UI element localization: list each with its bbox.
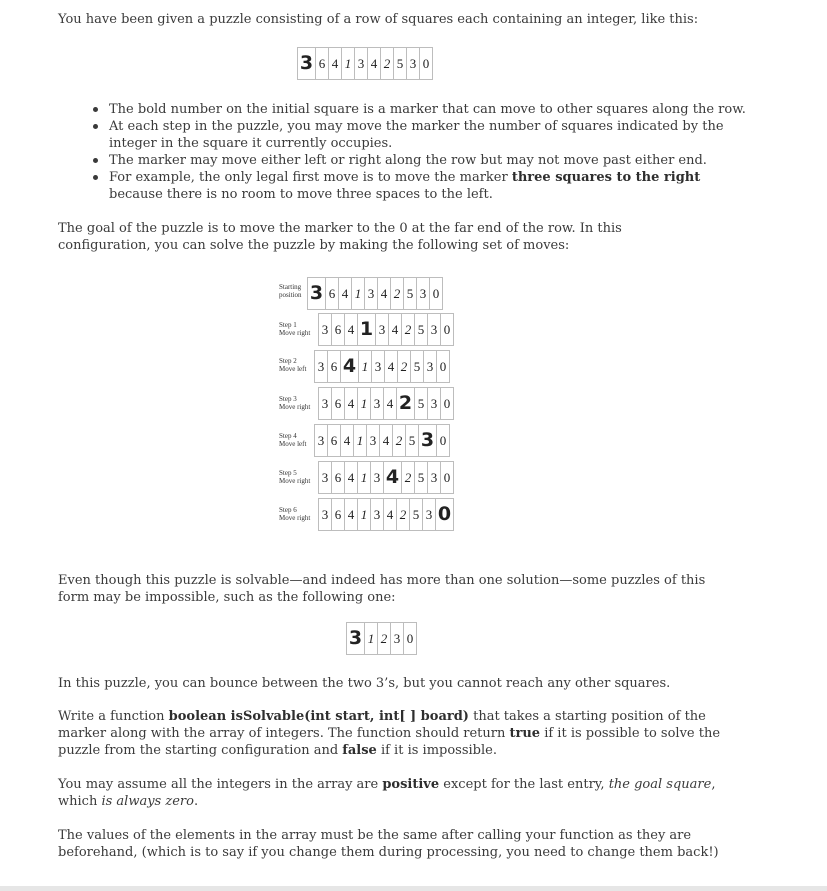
board-square: 5 [415, 388, 428, 419]
board-square: 3 [365, 278, 378, 309]
italic-text: is always zero [101, 794, 194, 809]
board-square: 4 [345, 462, 358, 493]
board-square: 3 [319, 499, 332, 530]
board-square: 3 [428, 388, 441, 419]
board-square: 0 [439, 433, 447, 448]
bold-text: positive [382, 777, 440, 792]
text: Write a function [58, 709, 169, 724]
board-square: 0 [443, 396, 451, 411]
board-square: 3 [424, 351, 437, 382]
text: For example, the only legal first move is to move the marker [109, 170, 512, 185]
marker-square: 3 [308, 278, 326, 309]
board-square: 6 [332, 314, 345, 345]
marker-square: 4 [384, 462, 402, 493]
board-square: 3 [428, 462, 441, 493]
board-square: 6 [316, 48, 329, 79]
board-square: 6 [328, 425, 341, 456]
board-square: 1 [359, 351, 372, 382]
function-signature: boolean isSolvable(int start, int[ ] board) [168, 709, 469, 724]
bold-text: three squares to the right [511, 170, 701, 185]
true-keyword: true [509, 726, 541, 741]
board-square: 1 [342, 48, 355, 79]
board-square: 5 [415, 462, 428, 493]
marker-square: 2 [397, 388, 415, 419]
goal-paragraph: The goal of the puzzle is to move the marker to the 0 at the far end of the row. In this configuration, you can solve the puzzle by making the following set of moves: [58, 221, 622, 253]
board-square: 0 [432, 286, 440, 301]
board-square: 0 [422, 56, 430, 71]
step-label-line1: Starting [279, 283, 302, 291]
step-label [279, 506, 310, 522]
board-square: 1 [352, 278, 365, 309]
assume-paragraph [58, 776, 758, 810]
step-label-line1: Step 5 [279, 469, 297, 477]
board-square: 4 [345, 388, 358, 419]
board-square: 4 [378, 278, 391, 309]
board-square: 0 [439, 359, 447, 374]
board-square: 1 [358, 388, 371, 419]
board-square: 6 [332, 462, 345, 493]
board-square: 3 [428, 314, 441, 345]
board-square: 3 [319, 388, 332, 419]
board-square: 0 [443, 470, 451, 485]
step-label-line2: position [279, 291, 302, 299]
board-square: 5 [404, 278, 417, 309]
list-item: At each step in the puzzle, you may move the marker the number of squares indicated by the integer in the square it currently occupies. [58, 118, 758, 152]
step-label-line1: Step 3 [279, 395, 297, 403]
text: except for the last entry, [439, 777, 609, 792]
board-square: 3 [319, 462, 332, 493]
false-keyword: false [342, 743, 377, 758]
marker-square: 0 [437, 503, 452, 525]
step-label-line2: Move left [279, 365, 307, 373]
step-label-line2: Move right [279, 403, 311, 411]
step-label [279, 283, 302, 299]
step-label [279, 395, 310, 411]
text: if it is impossible. [376, 743, 497, 758]
step-label-line2: Move right [279, 514, 311, 522]
step-board [314, 424, 450, 457]
step-board [318, 387, 454, 420]
board-square: 3 [376, 314, 389, 345]
text: You may assume all the integers in the array are [58, 777, 383, 792]
board-square: 4 [345, 314, 358, 345]
step-board [318, 498, 454, 531]
board-square: 3 [423, 499, 436, 530]
board-square: 6 [332, 388, 345, 419]
board-square: 5 [411, 351, 424, 382]
impossible-board [346, 622, 417, 655]
marker-square: 1 [358, 314, 376, 345]
board-square: 3 [371, 499, 384, 530]
example-board [297, 47, 433, 80]
board-square: 6 [326, 278, 339, 309]
step-label-line2: Move right [279, 477, 311, 485]
board-square: 5 [415, 314, 428, 345]
board-square: 5 [406, 425, 419, 456]
board-square: 4 [368, 48, 381, 79]
list-item: The bold number on the initial square is a marker that can move to other squares along the row. [58, 101, 758, 118]
board-square: 2 [402, 462, 415, 493]
board-square: 4 [389, 314, 402, 345]
board-square: 4 [341, 425, 354, 456]
board-square: 3 [371, 388, 384, 419]
board-square: 0 [406, 631, 414, 646]
step-label [279, 321, 310, 337]
board-square: 6 [332, 499, 345, 530]
board-square: 4 [384, 499, 397, 530]
board-square: 2 [398, 351, 411, 382]
values-paragraph: The values of the elements in the array must be the same after calling your function as they are beforehand, (which is to say if you change them during processing, you need to change them back!) [58, 828, 719, 860]
board-square: 3 [315, 351, 328, 382]
step-label-line1: Step 2 [279, 357, 297, 365]
step-label [279, 469, 310, 485]
board-square: 3 [372, 351, 385, 382]
impossible-paragraph: Even though this puzzle is solvable—and indeed has more than one solution—some puzzles of this form may be impossible, such as the following one: [58, 573, 706, 605]
board-square: 1 [365, 623, 378, 654]
bounce-paragraph: In this puzzle, you can bounce between the two 3’s, but you cannot reach any other squares. [58, 676, 671, 691]
step-label [279, 357, 306, 373]
list-item [58, 169, 758, 203]
write-function-paragraph [58, 708, 728, 759]
text: that takes a starting position of the marker along with the array of integers. The function should return [58, 709, 706, 741]
marker-square: 3 [347, 623, 365, 654]
board-square: 1 [354, 425, 367, 456]
step-board [314, 350, 450, 383]
board-square: 3 [315, 425, 328, 456]
board-square: 2 [391, 278, 404, 309]
marker-square: 3 [298, 48, 316, 79]
board-square: 3 [417, 278, 430, 309]
board-square: 2 [397, 499, 410, 530]
step-board [307, 277, 443, 310]
list-item: The marker may move either left or right along the row but may not move past either end. [58, 152, 758, 169]
board-square: 5 [410, 499, 423, 530]
step-label-line1: Step 4 [279, 432, 297, 440]
italic-text: the goal square [608, 777, 712, 792]
board-square: 6 [328, 351, 341, 382]
board-square: 2 [378, 623, 391, 654]
text: if it is possible to solve the puzzle from the starting configuration and [58, 726, 721, 758]
intro-paragraph: You have been given a puzzle consisting of a row of squares each containing an integer, like this: [58, 12, 699, 27]
footer-divider [0, 886, 827, 891]
board-square: 2 [402, 314, 415, 345]
board-square: 4 [385, 351, 398, 382]
step-label-line1: Step 6 [279, 506, 297, 514]
board-square: 4 [329, 48, 342, 79]
step-label-line2: Move right [279, 329, 311, 337]
step-label [279, 432, 306, 448]
text: , which [58, 777, 716, 809]
step-label-line1: Step 1 [279, 321, 297, 329]
marker-square: 4 [341, 351, 359, 382]
board-square: 3 [371, 462, 384, 493]
board-square: 4 [339, 278, 352, 309]
board-square: 3 [367, 425, 380, 456]
board-square: 3 [391, 623, 404, 654]
board-square: 0 [443, 322, 451, 337]
board-square: 3 [355, 48, 368, 79]
board-square: 5 [394, 48, 407, 79]
board-square: 2 [393, 425, 406, 456]
rules-list [58, 101, 758, 203]
step-board [318, 313, 454, 346]
board-square: 4 [380, 425, 393, 456]
board-square: 3 [407, 48, 420, 79]
board-square: 2 [381, 48, 394, 79]
step-board [318, 461, 454, 494]
marker-square: 3 [419, 425, 437, 456]
board-square: 1 [358, 462, 371, 493]
board-square: 1 [358, 499, 371, 530]
board-square: 4 [345, 499, 358, 530]
step-label-line2: Move left [279, 440, 307, 448]
text: . [193, 794, 199, 809]
board-square: 4 [384, 388, 397, 419]
text: because there is no room to move three spaces to the left. [109, 187, 493, 202]
board-square: 3 [319, 314, 332, 345]
